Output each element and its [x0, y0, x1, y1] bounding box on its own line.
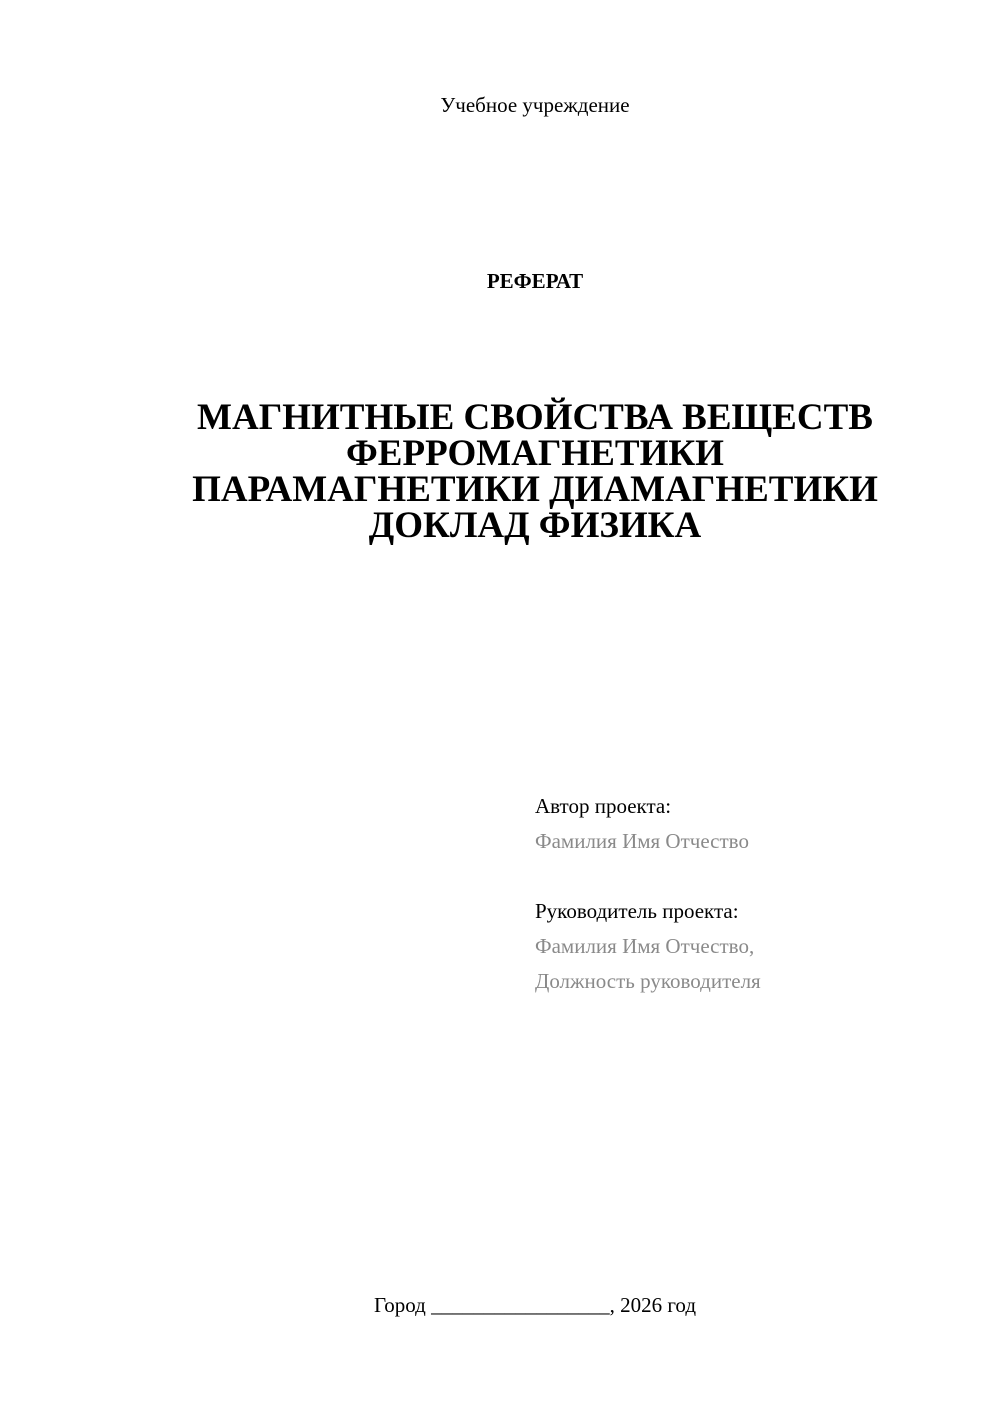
document-title: [160, 397, 910, 546]
supervisor-label: Руководитель проекта:: [535, 899, 739, 923]
city-year-line: Город _________________, 2026 год: [373, 1293, 697, 1317]
title-line: ПАРАМАГНЕТИКИ ДИАМАГНЕТИКИ: [192, 469, 878, 510]
title-line: ФЕРРОМАГНЕТИКИ: [346, 433, 724, 474]
project-info: [535, 789, 975, 999]
author-name: Фамилия Имя Отчество: [535, 829, 749, 853]
supervisor-name: Фамилия Имя Отчество,: [535, 934, 755, 958]
document-type: РЕФЕРАТ: [486, 269, 584, 293]
supervisor-position: Должность руководителя: [535, 969, 761, 993]
title-line: МАГНИТНЫЕ СВОЙСТВА ВЕЩЕСТВ: [197, 397, 873, 438]
spacer: [535, 859, 975, 894]
institution-name: Учебное учреждение: [440, 93, 630, 117]
author-label: Автор проекта:: [535, 794, 672, 818]
title-line: ДОКЛАД ФИЗИКА: [368, 505, 702, 546]
